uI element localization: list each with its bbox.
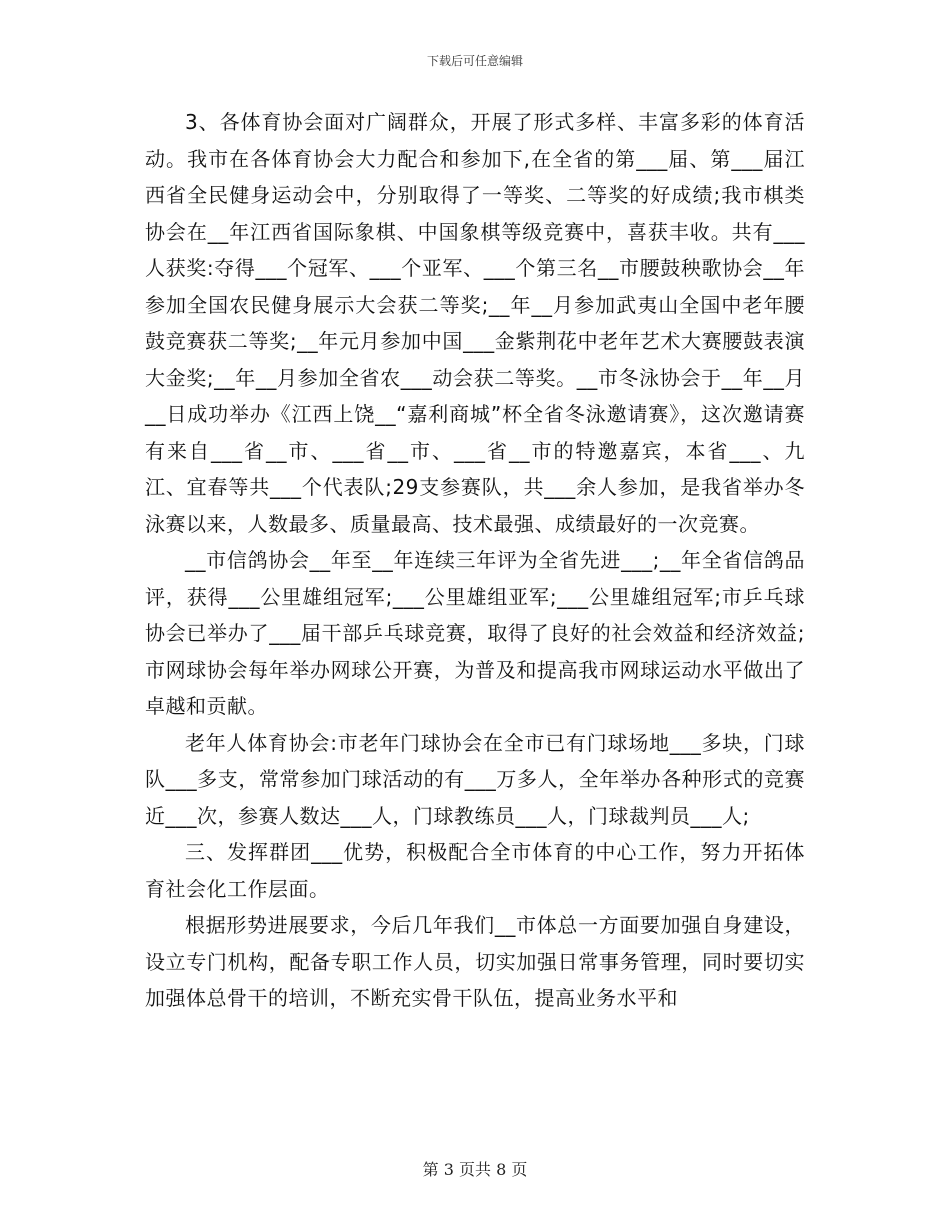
section-heading-three: 三、发挥群团___优势，积极配合全市体育的中心工作，努力开拓体育社会化工作层面。 bbox=[145, 840, 805, 901]
page-number: 第 3 页共 8 页 bbox=[422, 1160, 528, 1179]
document-body bbox=[145, 104, 805, 1017]
paragraph-future-plans: 根据形势进展要求，今后几年我们__市体总一方面要加强自身建设，设立专门机构，配备专职工作人员，切实加强日常事务管理，同时要切实加强体总骨干的培训，不断充实骨干队伍，提高业务水平和 bbox=[145, 913, 805, 1010]
paragraph-sports-associations: 3、各体育协会面对广阔群众，开展了形式多样、丰富多彩的体育活动。我市在各体育协会大力配合和参加下,在全省的第___届、第___届江西省全民健身运动会中，分别取得了一等奖、二等奖的好成绩;我市棋类协会在__年江西省国际象棋、中国象棋等级竞赛中，喜获丰收。共有___人获奖:夺得___个冠军、___个亚军、___个第三名__市腰鼓秧歌协会__年参加全国农民健身展示大会获二等奖;__年__月参加武夷山全国中老年腰鼓竞赛获二等奖;__年元月参加中国___金紫荆花中老年艺术大赛腰鼓表演大金奖;__年__月参加全省农___动会获二等奖。__市冬泳协会于__年__月__日成功举办《江西上饶__“嘉利商城”杯全省冬泳邀请赛》，这次邀请赛有来自___省__市、___省__市、___省__市的特邀嘉宾，本省___、九江、宜春等共___个代表队;29支参赛队，共___余人参加，是我省举办冬泳赛以来，人数最多、质量最高、技术最强、成绩最好的一次竞赛。 bbox=[145, 110, 805, 536]
page-header bbox=[0, 52, 950, 69]
paragraph-elderly-gateball: 老年人体育协会:市老年门球协会在全市已有门球场地___多块，门球队___多支，常常参加门球活动的有___万多人，全年举办各种形式的竞赛近___次，参赛人数达___人，门球教练员___人，门球裁判员___人; bbox=[145, 730, 805, 828]
header-note: 下载后可任意编辑 bbox=[426, 54, 523, 68]
page-footer bbox=[0, 1157, 950, 1180]
paragraph-pigeon-pingpong-tennis: __市信鸽协会__年至__年连续三年评为全省先进___;__年全省信鸽品评，获得___公里雄组冠军;___公里雄组亚军;___公里雄组冠军;市乒乓球协会已举办了___届干部乒乓球竞赛，取得了良好的社会效益和经济效益;市网球协会每年举办网球公开赛，为普及和提高我市网球运动水平做出了卓越和贡献。 bbox=[145, 548, 805, 718]
